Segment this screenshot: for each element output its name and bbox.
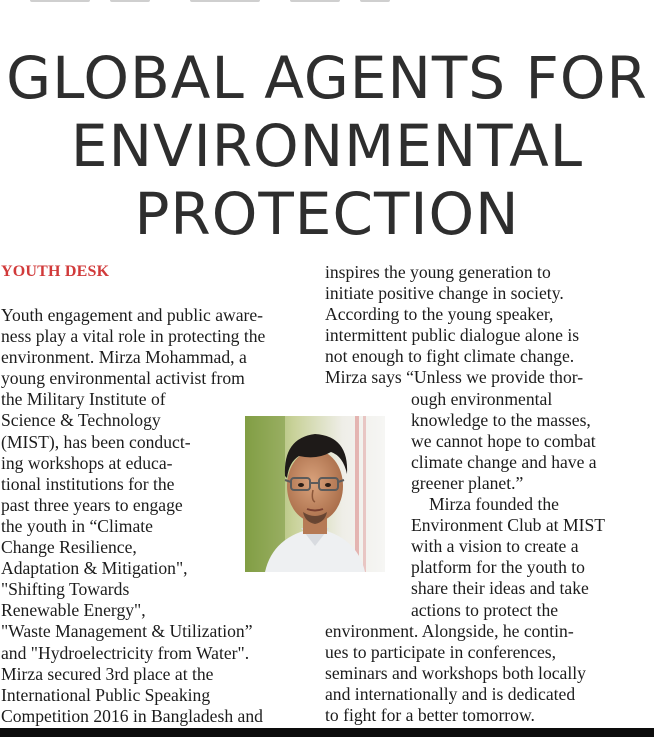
body-line: Science & Technology (1, 410, 161, 431)
body-line: environment. Alongside, he contin- (325, 620, 574, 641)
body-line: Renewable Energy", (1, 600, 146, 621)
body-line: young environmental activist from (1, 368, 245, 389)
section-kicker: YOUTH DESK (1, 263, 110, 280)
body-line: not enough to fight climate change. (325, 346, 575, 367)
body-line: environment. Mirza Mohammad, a (1, 347, 247, 368)
body-line: Adaptation & Mitigation", (1, 558, 188, 579)
body-line: and internationally and is dedicated (325, 683, 576, 704)
body-line: Change Resilience, (1, 537, 137, 558)
body-line: According to the young speaker, (325, 304, 554, 325)
body-line: "Shifting Towards (1, 579, 130, 600)
body-line: ness play a vital role in protecting the (1, 326, 266, 347)
body-line: International Public Speaking (1, 684, 211, 705)
body-line: tional institutions for the (1, 473, 175, 494)
body-line: Mirza founded the (429, 494, 559, 515)
body-line: platform for the youth to (411, 557, 585, 578)
cropped-top-text (0, 0, 654, 6)
body-line: the youth in “Climate (1, 515, 153, 536)
body-line: the Military Institute of (1, 389, 166, 410)
headline-line: PROTECTION (134, 180, 520, 248)
body-line: initiate positive change in society. (325, 283, 564, 304)
body-line: with a vision to create a (411, 536, 579, 557)
headline (0, 44, 654, 248)
body-line: to fight for a better tomorrow. (325, 704, 535, 725)
bottom-edge-bar (0, 728, 654, 737)
headline-line: ENVIRONMENTAL (70, 112, 584, 180)
body-line: and "Hydroelectricity from Water". (1, 642, 250, 663)
body-line: seminars and workshops both locally (325, 662, 586, 683)
body-line: "Waste Management & Utilization” (1, 621, 253, 642)
body-line: knowledge to the masses, (411, 409, 591, 430)
right-column (325, 262, 653, 726)
body-line: Environment Club at MIST (411, 515, 606, 536)
body-line: we cannot hope to combat (411, 430, 596, 451)
body-line: Mirza says “Unless we provide thor- (325, 367, 584, 388)
headline-line: GLOBAL AGENTS FOR (6, 44, 648, 112)
body-line: climate change and have a (411, 451, 597, 472)
body-line: actions to protect the (411, 599, 559, 620)
body-line: inspires the young generation to (325, 262, 551, 282)
body-line: past three years to engage (1, 494, 183, 515)
body-line: intermittent public dialogue alone is (325, 325, 580, 346)
body-line: Mirza secured 3rd place at the (1, 663, 214, 684)
body-line: ough environmental (411, 388, 553, 409)
body-line: Competition 2016 in Bangladesh and (1, 705, 263, 726)
body-line: greener planet.” (411, 472, 524, 493)
body-line: ues to participate in conferences, (325, 641, 557, 662)
body-line: ing workshops at educa- (1, 452, 173, 473)
body-line: Youth engagement and public aware- (1, 305, 264, 325)
body-line: share their ideas and take (411, 578, 589, 599)
body-line: (MIST), has been conduct- (1, 431, 191, 452)
